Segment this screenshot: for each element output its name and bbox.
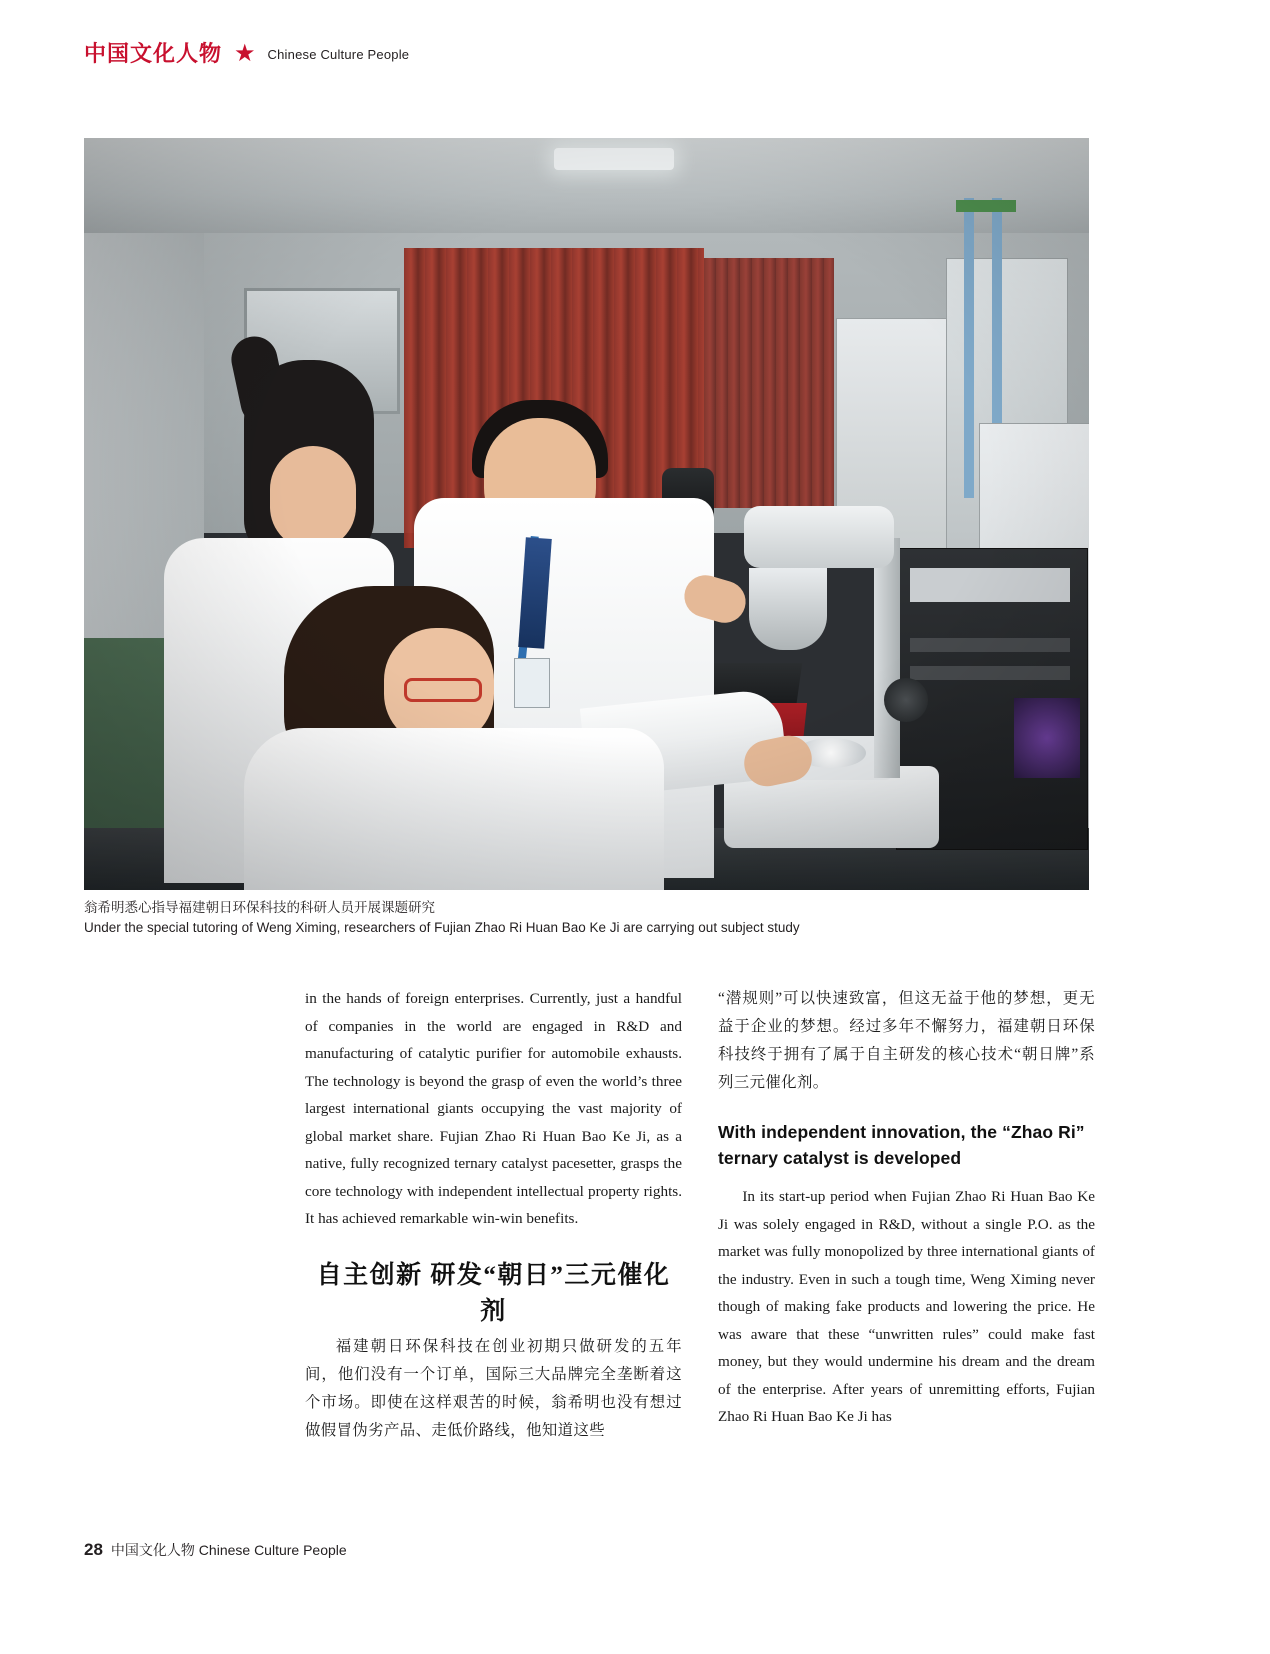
figure-caption-cn: 翁希明悉心指导福建朝日环保科技的科研人员开展课题研究 [84, 900, 435, 915]
page-number: 28 [84, 1540, 103, 1559]
star-icon: ★ [234, 41, 256, 67]
figure-block [84, 138, 1089, 890]
left-paragraph-2-cn: 福建朝日环保科技在创业初期只做研发的五年间，他们没有一个订单，国际三大品牌完全垄断着这个市场。即使在这样艰苦的时候，翁希明也没有想过做假冒伪劣产品、走低价路线，他知道这些 [305, 1337, 682, 1439]
left-paragraph-1: in the hands of foreign enterprises. Currently, just a handful of companies in the world are engaged in R&D and manufacturing of catalytic purifier for automobile exhausts. The technology is beyond the grasp of even the world’s three largest international giants occupying the vast majority of global market share. Fujian Zhao Ri Huan Bao Ke Ji, as a native, fully recognized ternary catalyst pacesetter, grasps the core technology with independent intellectual property rights. It has achieved remarkable win-win benefits. [305, 990, 682, 1227]
footer-publication-name: 中国文化人物 Chinese Culture People [110, 1542, 347, 1558]
right-paragraph-1-cn: “潜规则”可以快速致富，但这无益于他的梦想，更无益于企业的梦想。经过多年不懈努力，福建朝日环保科技终于拥有了属于自主研发的核心技术“朝日牌”系列三元催化剂。 [718, 990, 1095, 1091]
left-column [305, 985, 682, 1447]
masthead [84, 42, 409, 66]
figure-caption-en: Under the special tutoring of Weng Ximing, researchers of Fujian Zhao Ri Huan Bao Ke Ji are carrying out subject study [84, 920, 800, 935]
masthead-logo-cn: 中国文化人物 [84, 41, 223, 66]
article-body [305, 985, 1095, 1447]
right-column [718, 985, 1095, 1447]
page-footer [84, 1540, 347, 1560]
left-heading-cn: 自主创新 研发“朝日”三元催化剂 [316, 1261, 671, 1325]
laboratory-photo [84, 138, 1089, 890]
right-paragraph-2: In its start-up period when Fujian Zhao Ri Huan Bao Ke Ji was solely engaged in R&D, without a single P.O. as the market was fully monopolized by three international giants of the industry. Even in such a tough time, Weng Ximing never though of making fake products and lowering the price. He was aware that these “unwritten rules” could make fast money, but they would undermine his dream and the dream of the enterprise. After years of unremitting efforts, Fujian Zhao Ri Huan Bao Ke Ji has [718, 1188, 1095, 1425]
right-heading-en: With independent innovation, the “Zhao Ri” ternary catalyst is developed [718, 1122, 1085, 1168]
masthead-logo-en: Chinese Culture People [267, 46, 410, 62]
figure-caption [84, 898, 1094, 937]
photo-vignette [84, 138, 1089, 890]
